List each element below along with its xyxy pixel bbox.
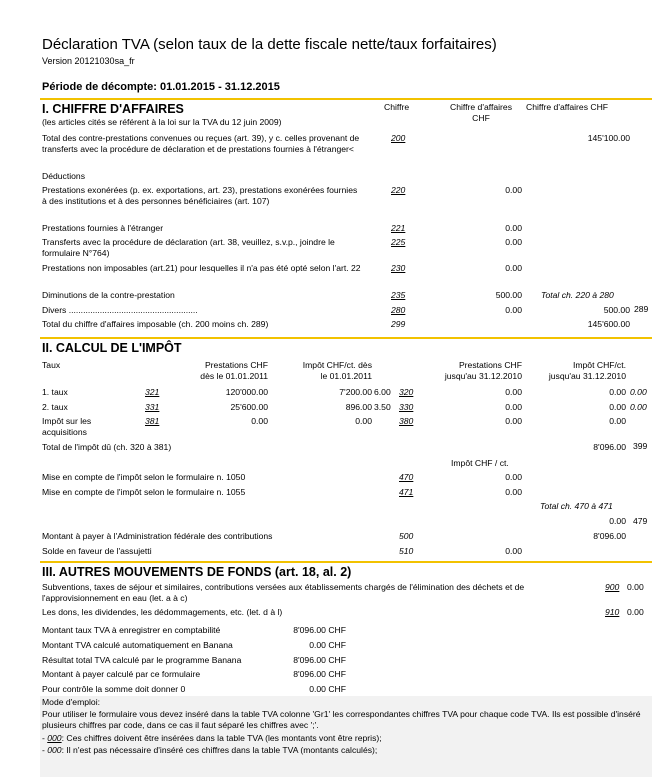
s2-solde-label: Solde en faveur de l'assujetti — [42, 546, 152, 556]
s1-row-label: Déductions — [42, 171, 85, 181]
section-1-subtitle: (les articles cités se référent à la loi sur la TVA du 12 juin 2009) — [42, 117, 282, 127]
s3-row1-label: Subventions, taxes de séjour et similaires, contributions versées aux établissements chargés de l'élimination des déchets et de l'approvisionnement en eau (let. a à c) — [42, 582, 525, 603]
s1-row-value2: 500.00 — [603, 305, 630, 315]
instructions-bullet-2: - 000: Il n'est pas nécessaire d'inséré ces chiffres dans la table TVA (montants calculés); — [42, 745, 378, 755]
s2-row-imp1: 896.00 — [345, 402, 372, 412]
s2-pay-code: 500 — [399, 531, 414, 541]
s1-row-value1: 0.00 — [505, 185, 522, 195]
s3-row2-label: Les dons, les dividendes, les dédommagements, etc. (let. d à l) — [42, 607, 283, 617]
s3-row2-code: 910 — [605, 607, 620, 617]
col-header-prest1: Prestations CHF — [204, 360, 268, 370]
s1-row-value1: 500.00 — [495, 290, 522, 300]
s2-row-imp1: 7'200.00 — [339, 387, 372, 397]
col-header-prest1-date: dès le 01.01.2011 — [200, 371, 268, 381]
summary-label: Montant taux TVA à enregistrer en comptabilité — [42, 625, 221, 635]
s1-row-extra-code: 289 — [634, 304, 649, 314]
s2-row-code1: 321 — [145, 387, 160, 397]
section-2-title: II. CALCUL DE L'IMPÔT — [42, 341, 182, 355]
summary-label: Pour contrôle la somme doit donner 0 — [42, 684, 186, 694]
s2-total-label: Total de l'impôt dû (ch. 320 à 381) — [42, 442, 172, 452]
s1-row-label: Prestations non imposables (art.21) pour lesquelles il n'a pas été opté selon l'art. 22 — [42, 263, 361, 273]
s2-pay-label: Montant à payer à l'Administration fédérale des contributions — [42, 531, 273, 541]
s2-row-imp2: 0.00 — [609, 402, 626, 412]
section-1-title: I. CHIFFRE D'AFFAIRES — [42, 102, 184, 116]
col-header-taux: Taux — [42, 360, 61, 370]
s2-pay-value: 8'096.00 — [593, 531, 626, 541]
s1-row-code: 220 — [391, 185, 406, 195]
s2-m1-code: 470 — [399, 472, 414, 482]
s2-total470-value: 0.00 — [609, 516, 626, 526]
col-header-code: Chiffre — [384, 102, 410, 112]
s2-impot-header: Impôt CHF / ct. — [451, 458, 509, 468]
s2-total-code: 399 — [633, 441, 648, 451]
s2-row-prest1: 0.00 — [251, 416, 268, 426]
s2-row-rate2: 0.00 — [630, 402, 647, 412]
s1-row-value1: 0.00 — [505, 263, 522, 273]
s2-total470-label: Total ch. 470 à 471 — [540, 501, 613, 511]
s3-row2-value: 0.00 — [627, 607, 644, 617]
s2-row-rate: 6.00 — [374, 387, 391, 397]
col-header-imp1-date: le 01.01.2011 — [320, 371, 372, 381]
s1-row-code: 221 — [391, 223, 406, 233]
s2-row-label: 1. taux — [42, 387, 68, 397]
s1-row-label: Divers ...................................................... — [42, 305, 198, 315]
col-header-prest2: Prestations CHF — [458, 360, 522, 370]
s1-row-value1: 0.00 — [505, 223, 522, 233]
s3-row1-code: 900 — [605, 582, 620, 592]
col-header-amount2: Chiffre d'affaires CHF — [526, 102, 609, 112]
s2-solde-value: 0.00 — [505, 546, 522, 556]
summary-label: Résultat total TVA calculé par le programme Banana — [42, 655, 242, 665]
bullet-text: : Ces chiffres doivent être insérées dans la table TVA (les montants vont être repris); — [61, 733, 382, 743]
s1-row-label: Total des contre-prestations convenues ou reçues (art. 39), y c. celles provenant de transferts avec la procédure de déclaration et de prestations fournies à l'étranger< — [42, 133, 360, 154]
s1-row-code: 225 — [391, 237, 406, 247]
s1-row-label: Prestations exonérées (p. ex. exportations, art. 23), prestations exonérées fournies à des institutions et à des personnes bénéficiaires (art. 107) — [42, 185, 358, 206]
col-header-imp2-date: jusqu'au 31.12.2010 — [548, 371, 626, 381]
s2-total470-code: 479 — [633, 516, 648, 526]
s2-m2-code: 471 — [399, 487, 414, 497]
s2-row-rate: 3.50 — [374, 402, 391, 412]
s1-row-value2: 145'100.00 — [587, 133, 630, 143]
s2-row-code2: 320 — [399, 387, 414, 397]
s2-row-imp1: 0.00 — [355, 416, 372, 426]
instructions-title: Mode d'emploi: — [42, 697, 101, 707]
summary-value: 0.00 CHF — [309, 684, 346, 694]
s1-row-code: 200 — [391, 133, 406, 143]
s1-row-value1: 0.00 — [505, 305, 522, 315]
summary-value: 8'096.00 CHF — [293, 655, 346, 665]
col-header-amount1: Chiffre d'affaires CHF — [450, 102, 512, 123]
s2-row-code1: 331 — [145, 402, 160, 412]
s1-row-code: 235 — [391, 290, 406, 300]
s2-row-code2: 330 — [399, 402, 414, 412]
s2-row-prest1: 120'000.00 — [225, 387, 268, 397]
s2-solde-code: 510 — [399, 546, 414, 556]
summary-value: 8'096.00 CHF — [293, 669, 346, 679]
bullet-code: 000 — [47, 745, 62, 755]
s2-total-value: 8'096.00 — [593, 442, 626, 452]
s2-row-code1: 381 — [145, 416, 160, 426]
col-header-imp1: Impôt CHF/ct. dès — [302, 360, 372, 370]
s2-m1-value: 0.00 — [505, 472, 522, 482]
s1-row-label: Total du chiffre d'affaires imposable (ch. 200 moins ch. 289) — [42, 319, 269, 329]
s2-row-imp2: 0.00 — [609, 416, 626, 426]
summary-label: Montant à payer calculé par ce formulaire — [42, 669, 201, 679]
s1-row-label: Transferts avec la procédure de déclaration (art. 38, veuillez, s.v.p., joindre le formulaire N°764) — [42, 237, 335, 258]
s2-m2-value: 0.00 — [505, 487, 522, 497]
s2-row-prest2: 0.00 — [505, 387, 522, 397]
s2-row-label: Impôt sur les acquisitions — [42, 416, 92, 437]
col-header-prest2-date: jusqu'au 31.12.2010 — [444, 371, 522, 381]
page-title: Déclaration TVA (selon taux de la dette fiscale nette/taux forfaitaires) — [42, 36, 497, 53]
s2-row-code2: 380 — [399, 416, 414, 426]
s2-row-imp2: 0.00 — [609, 387, 626, 397]
version-label: Version 20121030sa_fr — [42, 56, 135, 66]
section-divider — [40, 98, 652, 100]
summary-value: 0.00 CHF — [309, 640, 346, 650]
s1-row-code: 230 — [391, 263, 406, 273]
s1-row-label: Prestations fournies à l'étranger — [42, 223, 164, 233]
s1-row-code: 299 — [391, 319, 406, 329]
s1-row-value2: 145'600.00 — [587, 319, 630, 329]
period-label: Période de décompte: 01.01.2015 - 31.12.2015 — [42, 81, 280, 93]
section-3-title: III. AUTRES MOUVEMENTS DE FONDS (art. 18, al. 2) — [42, 565, 352, 579]
s2-m1-label: Mise en compte de l'impôt selon le formulaire n. 1050 — [42, 472, 246, 482]
instructions-paragraph: Pour utiliser le formulaire vous devez inséré dans la table TVA colonne 'Gr1' les correspondantes chiffres TVA pour chaque code TVA. Ils est possible d'inséré plusieurs chiffres par code, dans ce cas il faut séparé les chiffres avec ';'. — [42, 709, 641, 730]
s1-row-code: 280 — [391, 305, 406, 315]
s1-row-label: Diminutions de la contre-prestation — [42, 290, 175, 300]
s2-row-prest1: 25'600.00 — [230, 402, 268, 412]
s2-row-prest2: 0.00 — [505, 416, 522, 426]
s1-row-value1: 0.00 — [505, 237, 522, 247]
s2-row-label: 2. taux — [42, 402, 68, 412]
bullet-text: : Il n'est pas nécessaire d'inséré ces chiffres dans la table TVA (montants calculés); — [61, 745, 378, 755]
section-divider — [40, 561, 652, 563]
summary-label: Montant TVA calculé automatiquement en Banana — [42, 640, 233, 650]
s2-row-prest2: 0.00 — [505, 402, 522, 412]
s3-row1-value: 0.00 — [627, 582, 644, 592]
section-divider — [40, 337, 652, 339]
s2-m2-label: Mise en compte de l'impôt selon le formulaire n. 1055 — [42, 487, 246, 497]
col-header-imp2: Impôt CHF/ct. — [572, 360, 626, 370]
s2-row-rate2: 0.00 — [630, 387, 647, 397]
summary-value: 8'096.00 CHF — [293, 625, 346, 635]
bullet-code: 000 — [47, 733, 62, 743]
s1-total-hint: Total ch. 220 à 280 — [541, 290, 614, 300]
instructions-bullet-1: - 000: Ces chiffres doivent être insérées dans la table TVA (les montants vont être repris); — [42, 733, 382, 743]
